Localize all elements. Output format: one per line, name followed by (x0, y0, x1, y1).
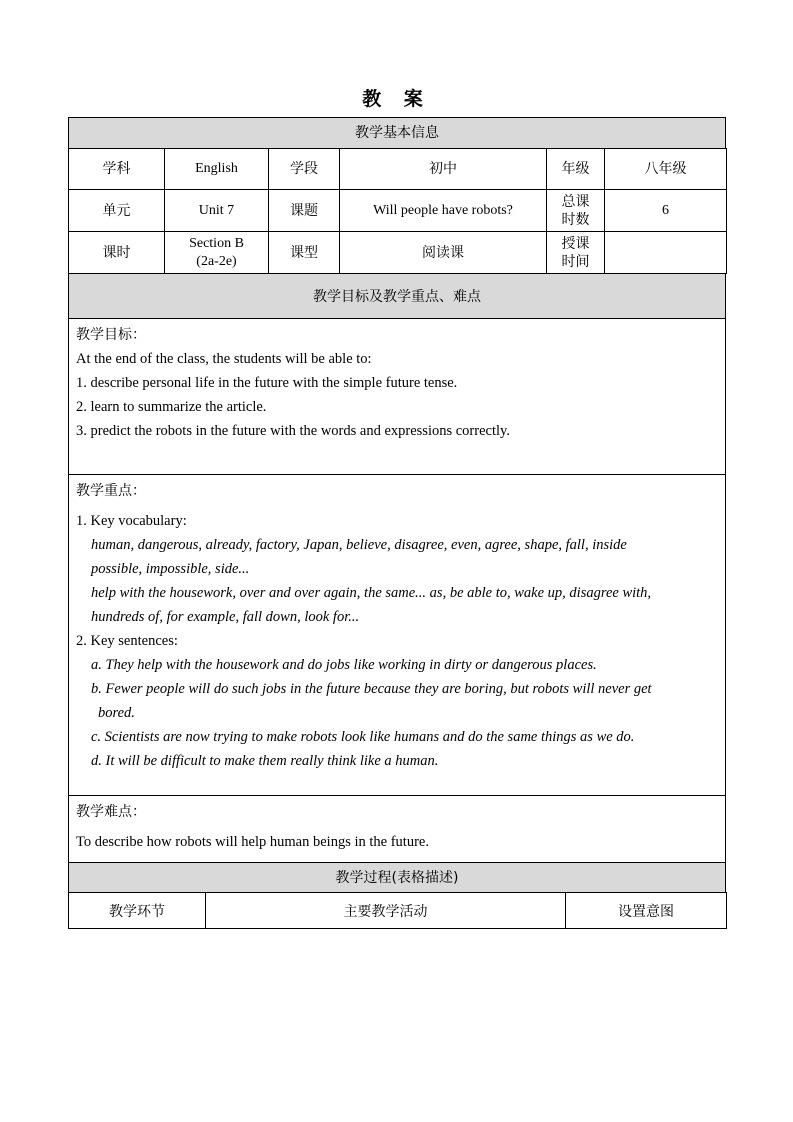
key-points-heading: 教学重点： (76, 483, 146, 499)
vocab-line: hundreds of, for example, fall down, look for... (91, 609, 360, 625)
vocab-line: possible, impossible, side... (91, 561, 250, 577)
key-sentence: a. They help with the housework and do jobs like working in dirty or dangerous places. (91, 657, 597, 673)
teaching-goals-section (68, 318, 726, 475)
goals-intro: At the end of the class, the students will be able to: (76, 351, 372, 367)
type-value: 阅读课 (340, 232, 547, 274)
process-table (68, 892, 727, 929)
key-sentence: c. Scientists are now trying to make robots look like humans and do the same things as we do. (91, 729, 635, 745)
total-periods-value: 6 (605, 190, 727, 232)
basic-info-table (68, 148, 727, 274)
goal-item: 1. describe personal life in the future with the simple future tense. (76, 375, 458, 391)
stage-value: 初中 (340, 149, 547, 190)
goals-band: 教学目标及教学重点、难点 (68, 273, 726, 319)
topic-label: 课题 (269, 190, 340, 232)
subject-value: English (165, 149, 269, 190)
key-sentence-continued: bored. (98, 705, 135, 721)
vocab-line: human, dangerous, already, factory, Japan, believe, disagree, even, agree, shape, fall, inside (91, 537, 627, 553)
period-label: 课时 (69, 232, 165, 274)
class-time-label (547, 232, 605, 274)
difficult-text: To describe how robots will help human beings in the future. (76, 834, 429, 850)
period-value-line1: Section B (189, 235, 244, 251)
process-col-intent: 设置意图 (566, 893, 727, 929)
key-points-section (68, 474, 726, 796)
topic-value: Will people have robots? (340, 190, 547, 232)
class-time-label-line2: 时间 (561, 253, 590, 270)
difficult-points-section (68, 795, 726, 863)
subject-label: 学科 (69, 149, 165, 190)
document-title: 教 案 (362, 88, 431, 110)
class-time-value (605, 232, 727, 274)
process-band: 教学过程(表格描述) (68, 862, 726, 893)
goal-item: 3. predict the robots in the future with the words and expressions correctly. (76, 423, 510, 439)
stage-label: 学段 (269, 149, 340, 190)
key-sentence: b. Fewer people will do such jobs in the future because they are boring, but robots will never get (91, 681, 652, 697)
vocab-label: 1. Key vocabulary: (76, 513, 187, 529)
total-periods-label-line1: 总课 (561, 193, 590, 210)
key-sentence: d. It will be difficult to make them really think like a human. (91, 753, 439, 769)
period-value (165, 232, 269, 274)
goal-item: 2. learn to summarize the article. (76, 399, 267, 415)
basic-info-band: 教学基本信息 (68, 117, 726, 149)
type-label: 课型 (269, 232, 340, 274)
class-time-label-line1: 授课 (561, 235, 590, 252)
period-value-line2: (2a-2e) (196, 253, 237, 269)
grade-value: 八年级 (605, 149, 727, 190)
unit-label: 单元 (69, 190, 165, 232)
difficult-heading: 教学难点： (76, 804, 146, 820)
process-col-stage: 教学环节 (69, 893, 206, 929)
grade-label: 年级 (547, 149, 605, 190)
vocab-line: help with the housework, over and over again, the same... as, be able to, wake up, disagree with, (91, 585, 652, 601)
process-col-activities: 主要教学活动 (206, 893, 566, 929)
total-periods-label (547, 190, 605, 232)
total-periods-label-line2: 时数 (561, 211, 590, 228)
goals-heading: 教学目标： (76, 327, 146, 343)
unit-value: Unit 7 (165, 190, 269, 232)
sentences-label: 2. Key sentences: (76, 633, 178, 649)
